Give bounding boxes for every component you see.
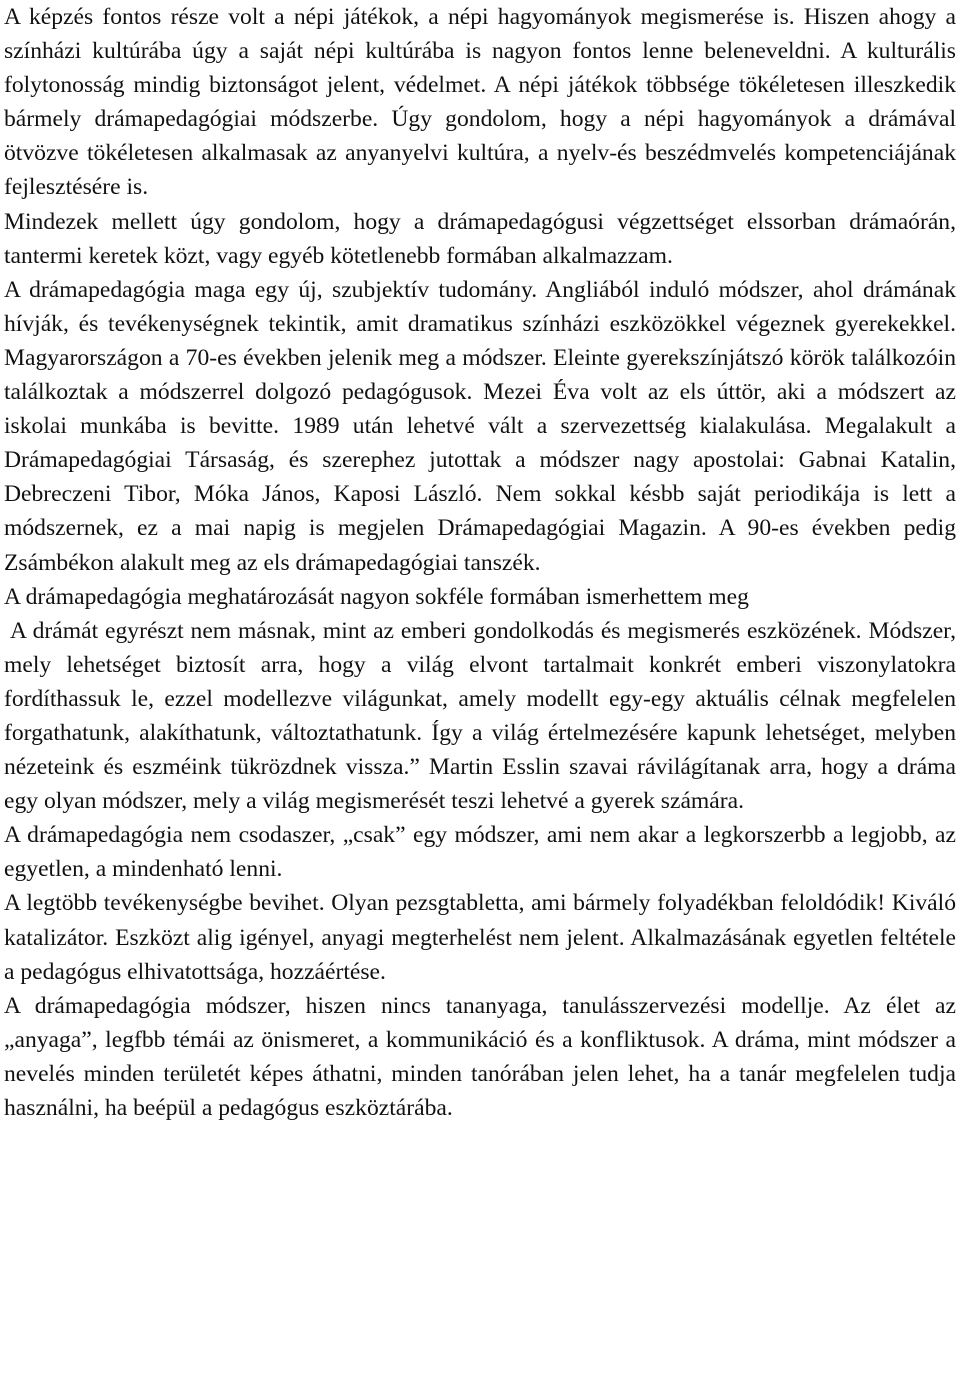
paragraph-folk-traditions: A képzés fontos része volt a népi játékok, a népi hagyományok megismerése is. Hiszen ahogy a színházi kultúrába úgy a saját népi kultúrába is nagyon fontos lenne beleneveldni. A kulturális folytonosság mindig biztonságot jelent, védelmet. A népi játékok többsége tökéletesen illeszkedik bármely drámapedagógiai módszerbe. Úgy gondolom, hogy a népi hagyományok a drámával ötvözve tökéletesen alkalmasak az anyanyelvi kultúra, a nyelv-és beszédmvelés kompetenciájának fejlesztésére is. [4,4,956,201]
paragraph-not-miracle: A drámapedagógia nem csodaszer, „csak” egy módszer, ami nem akar a legkorszerbb a legjobb, az egyetlen, a mindenható lenni. [4,822,956,883]
paragraph-history: A drámapedagógia maga egy új, szubjektív tudomány. Angliából induló módszer, ahol drámának hívják, és tevékenységnek tekintik, amit dramatikus színházi eszközökkel végeznek gyerekekkel. Magyarországon a 70-es években jelenik meg a módszer. Eleinte gyerekszínjátszó körök találkozóin találkoztak a módszerrel dolgozó pedagógusok. Mezei Éva volt az els úttör, aki a módszert az iskolai munkába is bevitte. 1989 után lehetvé vált a szervezettség kialakulása. Megalakult a Drámapedagógiai Társaság, és szerephez jutottak a módszer nagy apostolai: Gabnai Katalin, Debreczeni Tibor, Móka János, Kaposi László. Nem sokkal késbb saját periodikája is lett a módszernek, ez a mai napig is megjelen Drámapedagógiai Magazin. A 90-es években pedig Zsámbékon alakult meg az els drámapedagógiai tanszék. [4,276,956,576]
paragraph-definition-intro: A drámapedagógia meghatározását nagyon sokféle formában ismerhettem meg [4,583,749,610]
paragraph-definition: A drámát egyrészt nem másnak, mint az emberi gondolkodás és megismerés eszközének. Módszer, mely lehetséget biztosít arra, hogy a világ elvont tartalmait konkrét emberi viszonylatokra fordíthassuk le, ezzel modellezve világunkat, amely modellt egy-egy aktuális célnak megfelelen forgathatunk, alakíthatunk, változtathatunk. Így a világ értelmezésére kapunk lehetséget, melyben nézeteink és eszméink tükrözdnek vissza.” Martin Esslin szavai rávilágítanak arra, hogy a dráma egy olyan módszer, mely a világ megismerését teszi lehetvé a gyerek számára. [4,617,956,815]
paragraph-method-scope: A drámapedagógia módszer, hiszen nincs tananyaga, tanulásszervezési modellje. Az élet az „anyaga”, legfbb témái az önismeret, a kommunikáció és a konfliktusok. A dráma, mint módszer a nevelés minden területét képes áthatni, minden tanórában jelen lehet, ha a tanár megfelelen tudja használni, ha beépül a pedagógus eszköztárába. [4,992,956,1121]
paragraph-versatility: A legtöbb tevékenységbe bevihet. Olyan pezsgtabletta, ami bármely folyadékban feloldódik! Kiváló katalizátor. Eszközt alig igényel, anyagi megterhelést nem jelent. Alkalmazásának egyetlen feltétele a pedagógus elhivatottsága, hozzáértése. [4,890,956,985]
paragraph-application: Mindezek mellett úgy gondolom, hogy a drámapedagógusi végzettséget elssorban drámaórán, tantermi keretek közt, vagy egyéb kötetlenebb formában alkalmazzam. [4,208,956,269]
